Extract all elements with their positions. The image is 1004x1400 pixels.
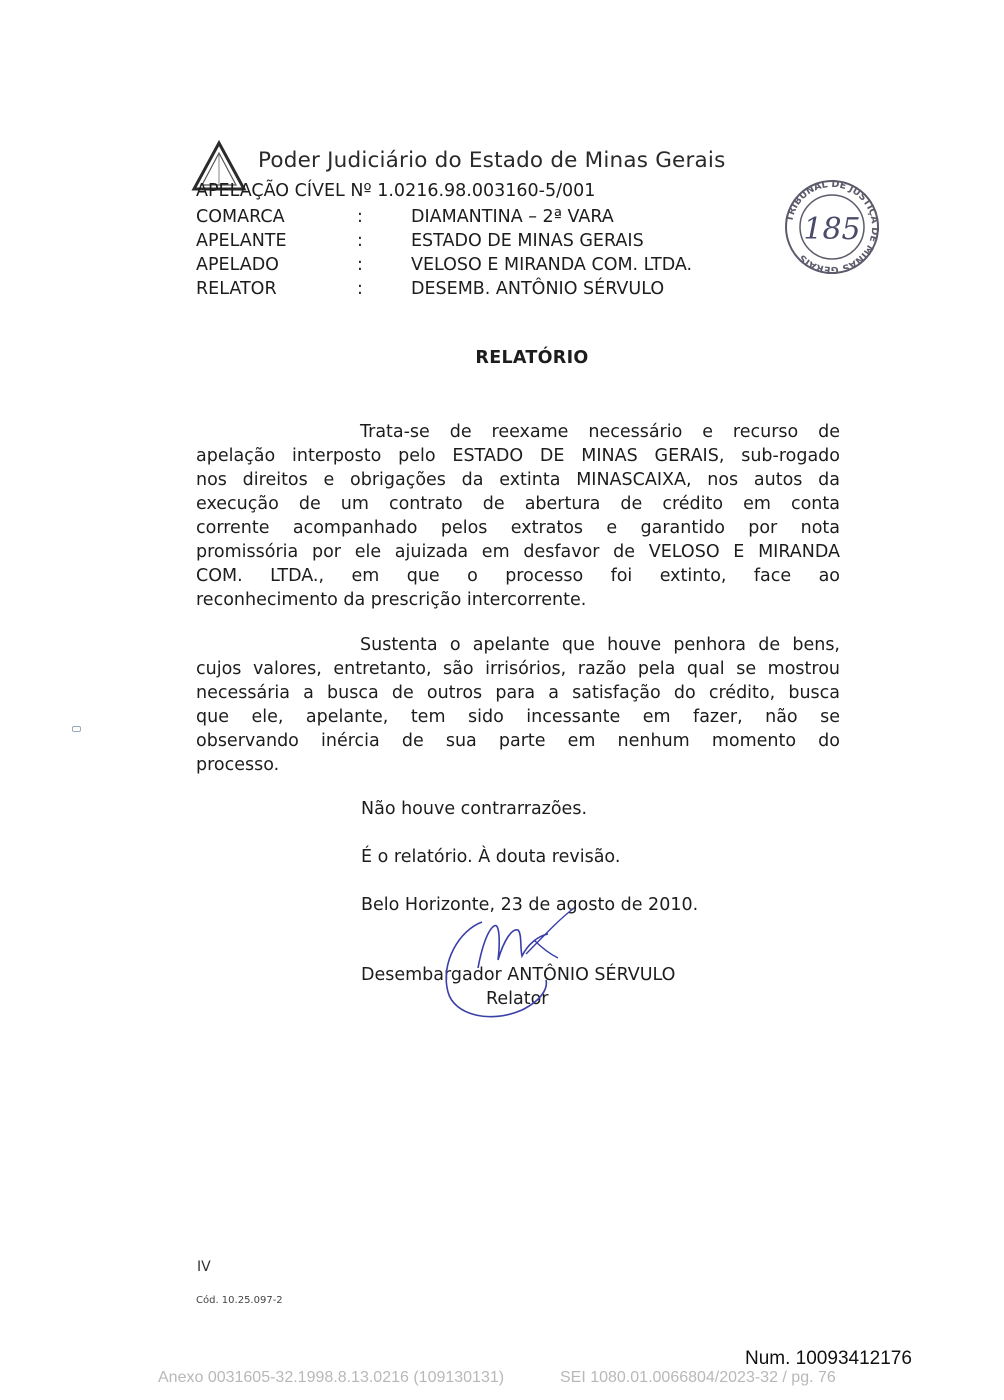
case-value: DIAMANTINA – 2ª VARA	[411, 207, 614, 227]
case-separator: :	[357, 255, 363, 275]
annex-reference: Anexo 0031605-32.1998.8.13.0216 (109130131)	[158, 1369, 505, 1386]
report-closing: É o relatório. À douta revisão.	[361, 847, 621, 867]
case-number: APELAÇÃO CÍVEL Nº 1.0216.98.003160-5/001	[196, 181, 596, 201]
paragraph-line: Sustenta o apelante que houve penhora de bens,	[360, 635, 840, 655]
seal-text: TRIBUNAL DE JUSTIÇA DE MINAS GERAIS	[784, 178, 881, 276]
case-key: APELANTE	[196, 231, 287, 251]
no-counter-reasons: Não houve contrarrazões.	[361, 799, 588, 819]
paragraph-line: que ele, apelante, tem sido incessante em fazer, não se	[196, 707, 840, 727]
signer-name: Desembargador ANTÔNIO SÉRVULO	[361, 965, 676, 985]
case-value: VELOSO E MIRANDA COM. LTDA.	[411, 255, 693, 275]
paragraph-line: promissória por ele ajuizada em desfavor de VELOSO E MIRANDA	[196, 542, 840, 562]
signer-role: Relator	[486, 989, 549, 1009]
case-value: DESEMB. ANTÔNIO SÉRVULO	[411, 279, 665, 299]
paragraph-line: reconhecimento da prescrição intercorrente.	[196, 590, 587, 610]
handwritten-signature	[430, 900, 590, 1028]
paragraph-line: corrente acompanhado pelos extratos e garantido por nota	[196, 518, 840, 538]
case-key: COMARCA	[196, 207, 285, 227]
case-key: APELADO	[196, 255, 279, 275]
court-seal-stamp	[777, 178, 887, 276]
paragraph-line: COM. LTDA., em que o processo foi extinto, face ao	[196, 566, 840, 586]
case-key: RELATOR	[196, 279, 277, 299]
case-separator: :	[357, 279, 363, 299]
paragraph-line: nos direitos e obrigações da extinta MINASCAIXA, nos autos da	[196, 470, 840, 490]
paragraph-1	[196, 420, 840, 612]
case-value: ESTADO DE MINAS GERAIS	[411, 231, 644, 251]
case-separator: :	[357, 231, 363, 251]
paragraph-line: processo.	[196, 755, 280, 775]
place-and-date: Belo Horizonte, 23 de agosto de 2010.	[361, 895, 699, 915]
footer-iv: IV	[197, 1259, 211, 1275]
paragraph-line: necessária a busca de outros para a satisfação do crédito, busca	[196, 683, 840, 703]
paragraph-line: observando inércia de sua parte em nenhum momento do	[196, 731, 840, 751]
paragraph-line: Trata-se de reexame necessário e recurso de	[360, 422, 840, 442]
paragraph-2	[196, 633, 840, 777]
paragraph-line: apelação interposto pelo ESTADO DE MINAS GERAIS, sub-rogado	[196, 446, 840, 466]
margin-mark	[72, 726, 81, 732]
court-header-title: Poder Judiciário do Estado de Minas Gerais	[258, 148, 726, 173]
case-separator: :	[357, 207, 363, 227]
paragraph-line: execução de um contrato de abertura de crédito em conta	[196, 494, 840, 514]
paragraph-line: cujos valores, entretanto, são irrisórios, razão pela qual se mostrou	[196, 659, 840, 679]
seal-folio-number: 185	[803, 212, 861, 247]
sei-page-reference: SEI 1080.01.0066804/2023-32 / pg. 76	[560, 1369, 836, 1386]
report-heading: RELATÓRIO	[475, 348, 589, 368]
document-number: Num. 10093412176	[745, 1348, 912, 1369]
form-code: Cód. 10.25.097-2	[196, 1295, 283, 1306]
